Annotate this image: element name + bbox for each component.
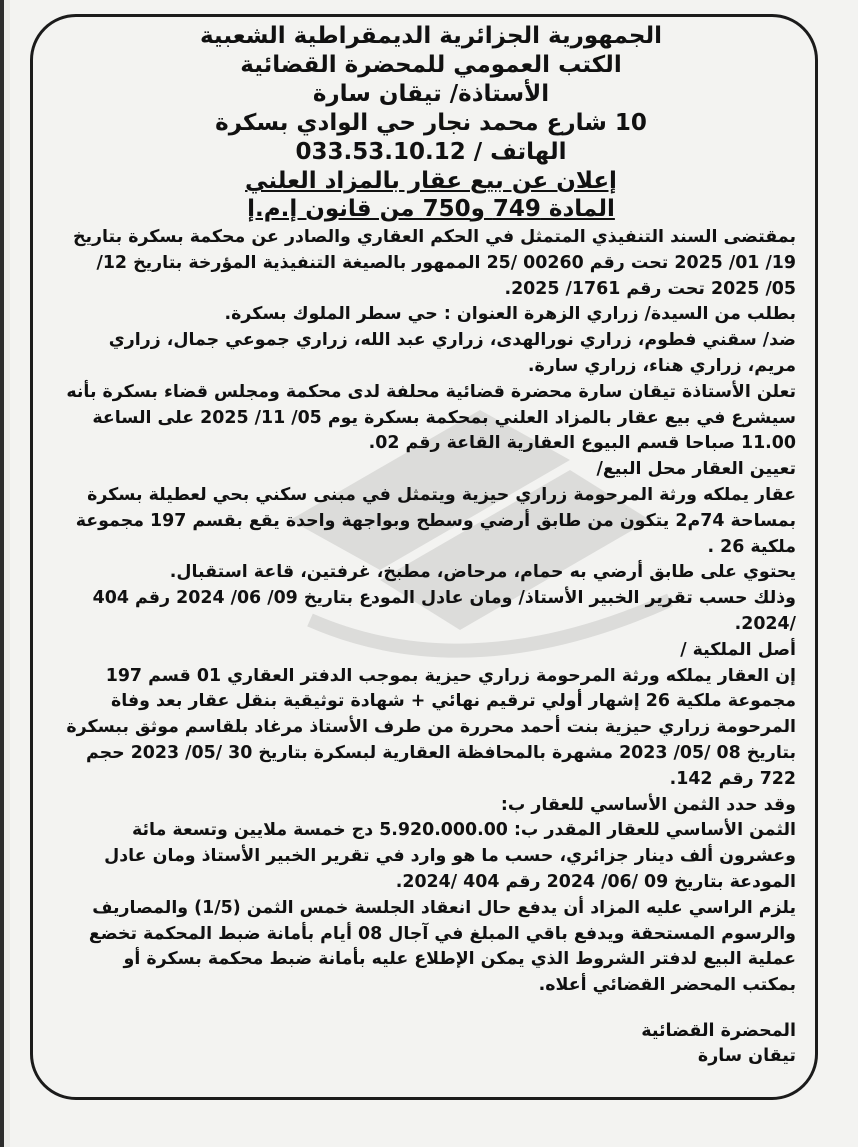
executive-title-paragraph: بمقتضى السند التنفيذي المتمثل في الحكم العقاري والصادر عن محكمة بسكرة بتاريخ 19/ 01/ 2025 تحت رقم 00260 /25 الممهور بالصيغة التنفيذية المؤرخة بتاريخ 12/ 05/ 2025 تحت رقم 1761/ 2025. <box>72 227 796 299</box>
base-price-heading: وقد حدد الثمن الأساسي للعقار ب: <box>500 794 796 815</box>
legal-reference: المادة 749 و750 من قانون إ.م.إ <box>247 196 615 222</box>
signature-name: تيقان سارة <box>697 1045 796 1066</box>
document-header <box>66 22 796 223</box>
signature-block <box>66 1019 796 1069</box>
payment-terms-paragraph: يلزم الراسي عليه المزاد أن يدفع حال انعقاد الجلسة خمس الثمن (1/5) والمصاريف والرسوم المستحقة ويدفع باقي المبلغ في آجال 08 أيام بأمانة ضبط المحكمة تخضع عملية البيع لدفتر الشروط الذي يمكن الإطلاع عليه بأمانة ضبط محكمة بسكرة أو بمكتب المحضر القضائي أعلاه. <box>88 897 796 996</box>
expert-report-paragraph: وذلك حسب تقرير الخبير الأستاذ/ ومان عادل المودع بتاريخ 09/ 06/ 2024 رقم 404 /2024. <box>92 588 796 634</box>
office-phone: الهاتف / 033.53.10.12 <box>295 139 567 165</box>
ownership-paragraph: إن العقار يملكه ورثة المرحومة زراري حيزية بموجب الدفتر العقاري 01 قسم 197 مجموعة ملكية 26 إشهار أولي ترقيم نهائي + شهادة توثيقية بنقل عقار بعد وفاة المرحومة زراري حيزية بنت أحمد محررة من طرف الأستاذ مرغاد بلقاسم موثق ببسكرة بتاريخ 08 /05/ 2023 مشهرة بالمحافظة العقارية لبسكرة بتاريخ 30 /05/ 2023 حجم 722 رقم 142. <box>66 665 796 789</box>
requester-paragraph: بطلب من السيدة/ زراري الزهرة العنوان : حي سطر الملوك بسكرة. <box>224 304 796 325</box>
announcement-body <box>66 225 796 999</box>
property-contents-paragraph: يحتوي على طابق أرضي به حمام، مرحاض، مطبخ، غرفتين، قاعة استقبال. <box>169 562 796 583</box>
base-price-paragraph: الثمن الأساسي للعقار المقدر ب: 5.920.000.00 دج خمسة ملايين وتسعة مائة وعشرون ألف دينار جزائري، حسب ما هو وارد في تقرير الخبير الأستاذ ومان عادل المودعة بتاريخ 09 /06/ 2024 رقم 404 /2024. <box>104 820 796 892</box>
announcement-title: إعلان عن بيع عقار بالمزاد العلني <box>245 168 617 194</box>
sale-notice-paragraph: تعلن الأستاذة تيقان سارة محضرة قضائية محلفة لدى محكمة ومجلس قضاء بسكرة بأنه سيشرع في بيع عقار بالمزاد العلني بمحكمة بسكرة يوم 05/ 11/ 2025 على الساعة 11.00 صباحا قسم البيوع العقارية القاعة رقم 02. <box>66 381 796 454</box>
bailiff-name: الأستاذة/ تيقان سارة <box>312 81 550 107</box>
republic-name: الجمهورية الجزائرية الديمقراطية الشعبية <box>199 23 663 49</box>
property-description-paragraph: عقار يملكه ورثة المرحومة زراري حيزية ويتمثل في مبنى سكني بحي لعطيلة بسكرة بمساحة 74م2 يتكون من طابق أرضي وسطح وبواجهة واحدة يقع بقسم 197 مجموعة ملكية 26 . <box>75 484 796 557</box>
office-address: 10 شارع محمد نجار حي الوادي بسكرة <box>215 110 647 136</box>
property-designation-heading: تعيين العقار محل البيع/ <box>596 459 796 480</box>
page-left-edge <box>0 0 10 1147</box>
signature-title: المحضرة القضائية <box>641 1020 796 1041</box>
defendants-paragraph: ضد/ سقني فطوم، زراري نورالهدى، زراري عبد الله، زراري جموعي جمال، زراري مريم، زراري هناء، زراري سارة. <box>108 330 796 376</box>
announcement <box>66 22 796 1069</box>
office-name: الكتب العمومي للمحضرة القضائية <box>240 52 622 78</box>
ownership-origin-heading: أصل الملكية / <box>680 639 796 660</box>
